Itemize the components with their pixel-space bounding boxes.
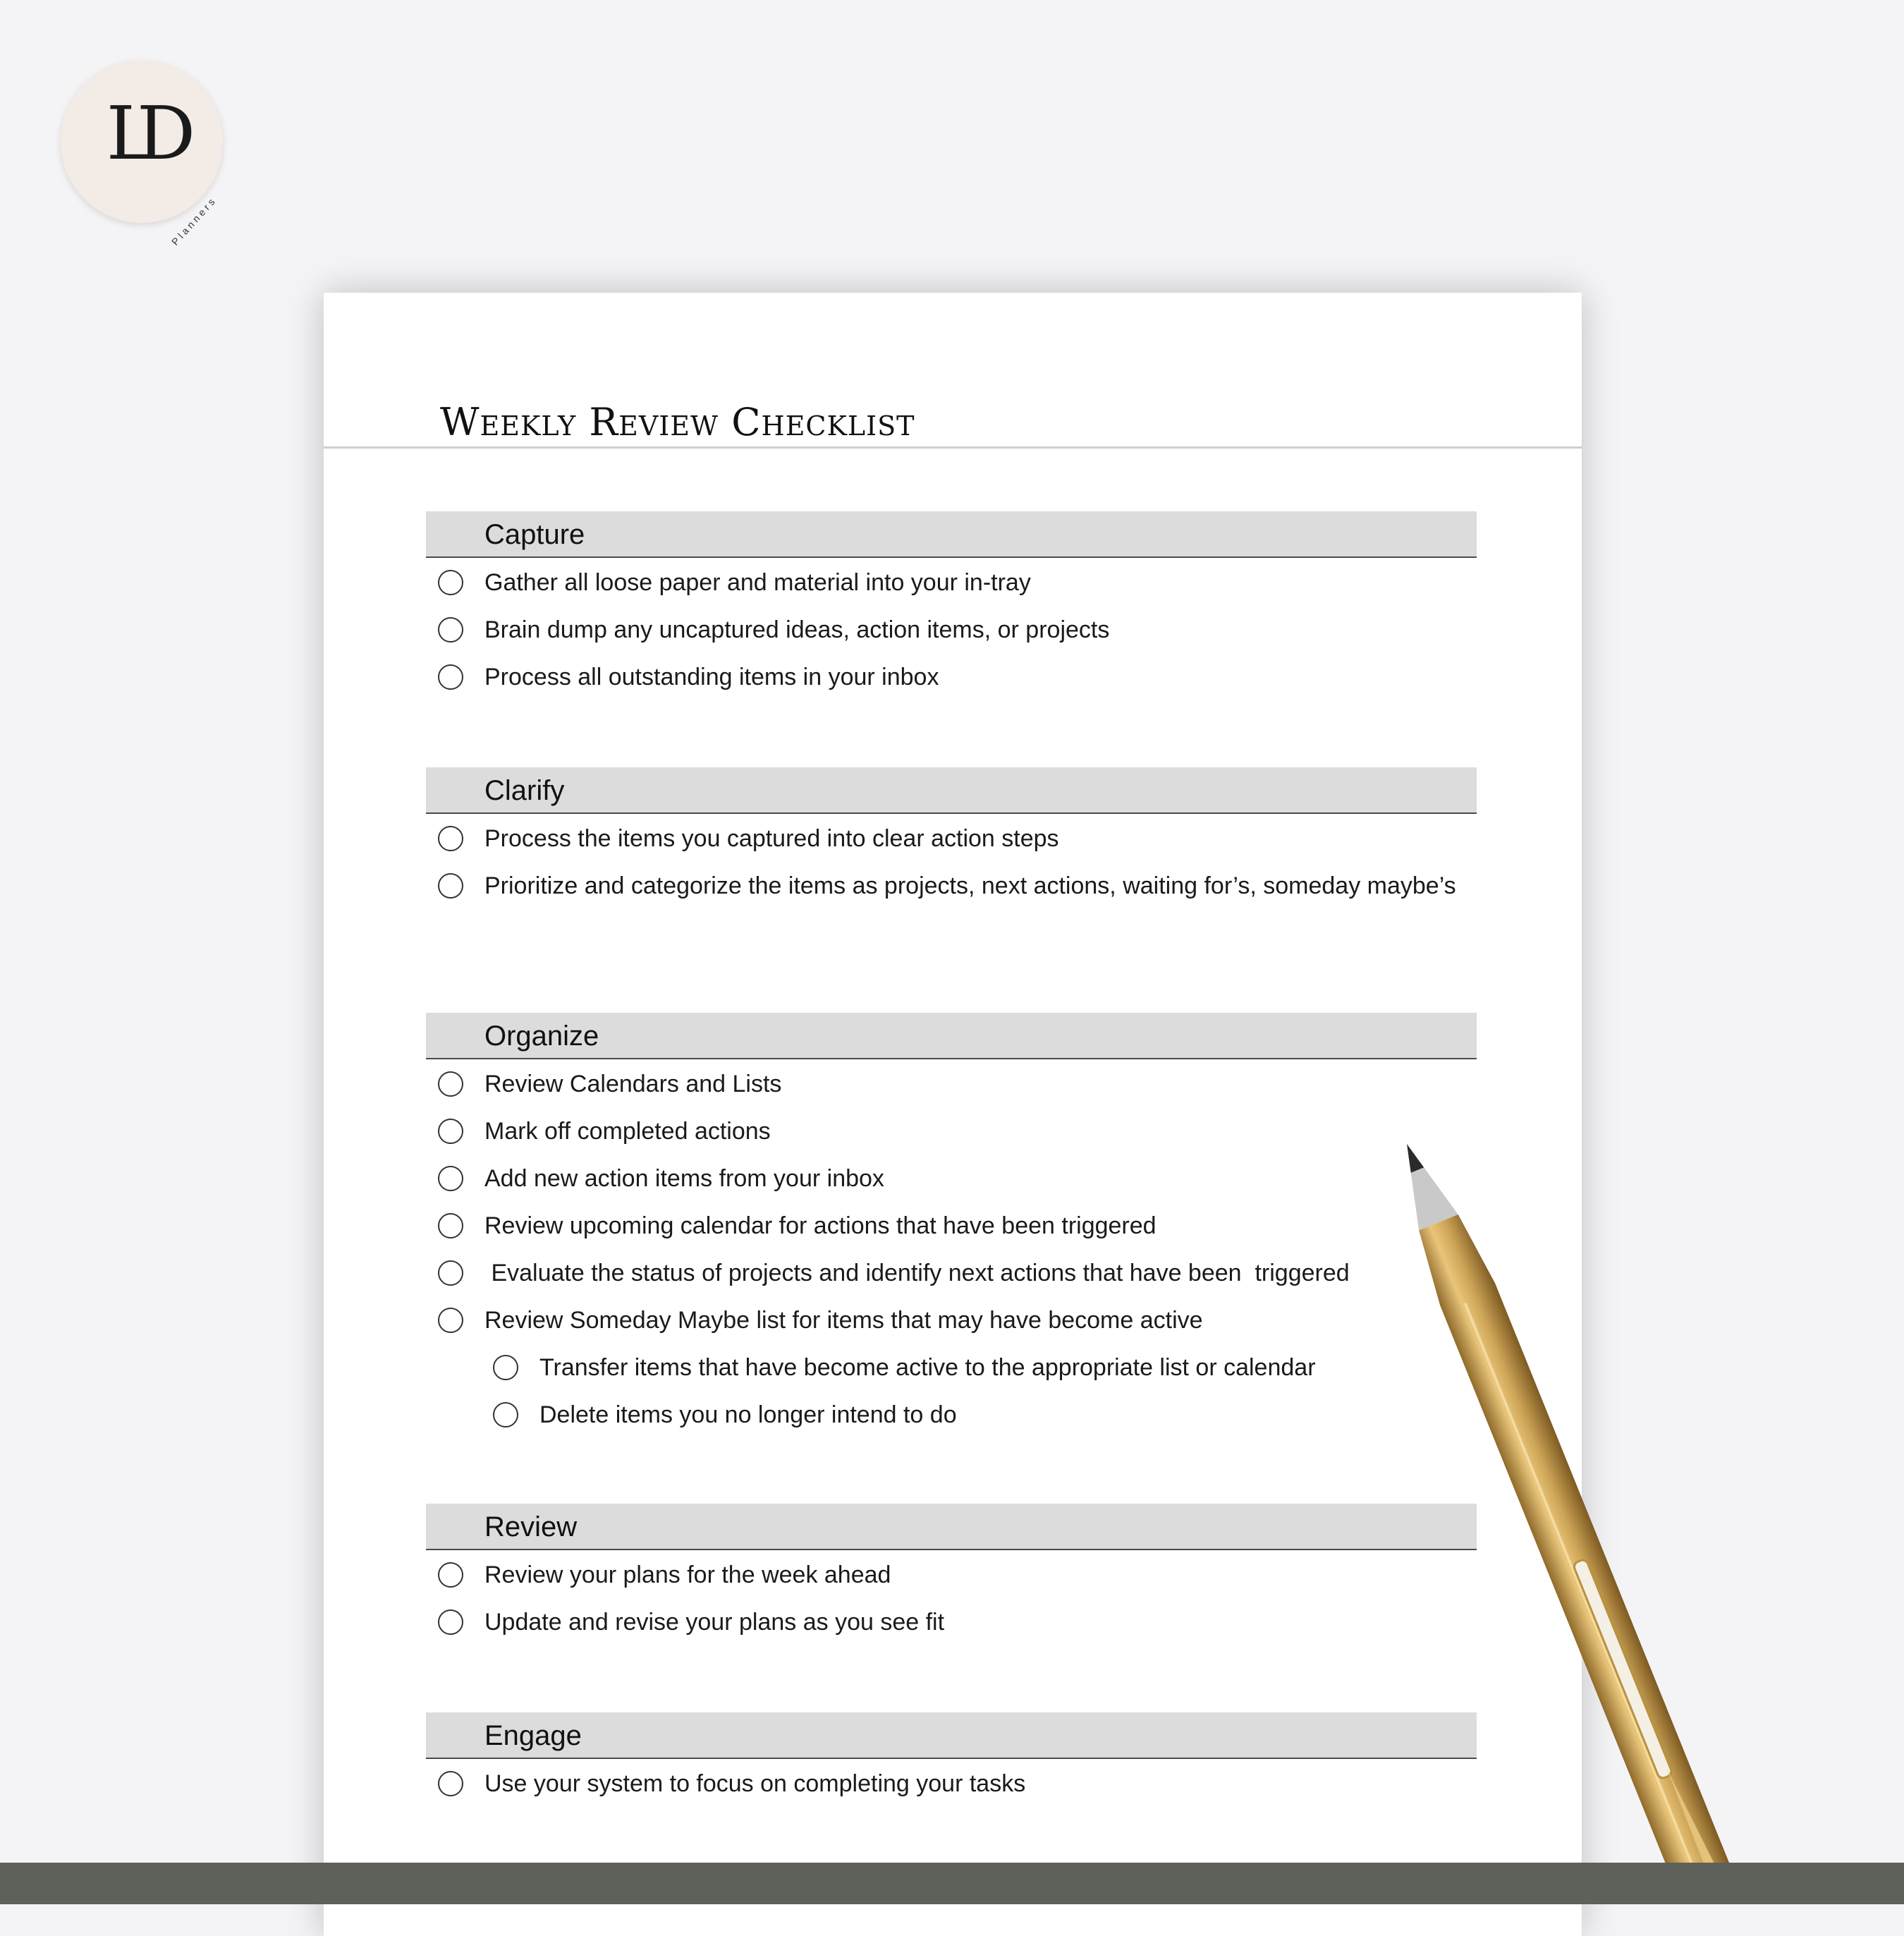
checklist-subitem: [426, 1350, 1477, 1385]
checklist-subitem: [426, 1397, 1477, 1432]
section-heading: Capture: [426, 511, 1477, 558]
section-heading: Review: [426, 1504, 1477, 1550]
item-text: Use your system to focus on completing your tasks: [484, 1770, 1026, 1797]
item-text: Review your plans for the week ahead: [484, 1561, 891, 1588]
section-review: [426, 1504, 1477, 1640]
checklist-item: [426, 1766, 1477, 1801]
section-engage: [426, 1712, 1477, 1801]
circle-checkbox-icon[interactable]: [493, 1402, 518, 1427]
item-text: Process the items you captured into clear action steps: [484, 825, 1059, 852]
item-text: Gather all loose paper and material into your in-tray: [484, 569, 1031, 596]
item-text: Add new action items from your inbox: [484, 1165, 884, 1192]
item-text: Review upcoming calendar for actions that have been triggered: [484, 1212, 1157, 1239]
circle-checkbox-icon[interactable]: [438, 1071, 463, 1097]
item-text: Review Someday Maybe list for items that may have become active: [484, 1307, 1203, 1334]
brand-logo: [61, 61, 223, 248]
circle-checkbox-icon[interactable]: [438, 664, 463, 690]
item-text: Evaluate the status of projects and identify next actions that have been triggered: [484, 1260, 1350, 1286]
item-text: Transfer items that have become active to the appropriate list or calendar: [539, 1354, 1316, 1381]
item-text: Update and revise your plans as you see fit: [484, 1609, 945, 1636]
section-capture: [426, 511, 1477, 695]
circle-checkbox-icon[interactable]: [438, 1119, 463, 1144]
checklist-item: [426, 1114, 1477, 1149]
circle-checkbox-icon[interactable]: [438, 617, 463, 643]
circle-checkbox-icon[interactable]: [438, 1771, 463, 1796]
checklist-item: [426, 659, 1477, 695]
checklist-item: [426, 821, 1477, 856]
circle-checkbox-icon[interactable]: [438, 1609, 463, 1635]
section-heading: Organize: [426, 1013, 1477, 1059]
circle-checkbox-icon[interactable]: [438, 570, 463, 595]
item-text: Mark off completed actions: [484, 1118, 771, 1145]
checklist-item: [426, 612, 1477, 647]
page-title: Weekly Review Checklist: [440, 400, 915, 444]
title-divider: [324, 446, 1582, 449]
checklist-item: [426, 565, 1477, 600]
checklist-item: [426, 1557, 1477, 1593]
checklist-item: [426, 868, 1477, 903]
circle-checkbox-icon[interactable]: [438, 1260, 463, 1286]
item-text: Prioritize and categorize the items as projects, next actions, waiting for’s, someday maybe’s: [484, 872, 1456, 899]
section-heading: Clarify: [426, 767, 1477, 814]
brand-monogram: LD: [106, 90, 178, 176]
circle-checkbox-icon[interactable]: [438, 1213, 463, 1238]
circle-checkbox-icon[interactable]: [438, 873, 463, 899]
circle-checkbox-icon[interactable]: [438, 1562, 463, 1588]
checklist-item: [426, 1066, 1477, 1102]
circle-checkbox-icon[interactable]: [438, 826, 463, 851]
checklist-item: [426, 1255, 1477, 1291]
checklist-item: [426, 1208, 1477, 1243]
circle-checkbox-icon[interactable]: [438, 1166, 463, 1191]
section-organize: [426, 1013, 1477, 1432]
checklist-page: [324, 293, 1582, 1936]
item-text: Delete items you no longer intend to do: [539, 1401, 957, 1428]
section-heading: Engage: [426, 1712, 1477, 1759]
checklist-item: [426, 1605, 1477, 1640]
checklist-item: [426, 1161, 1477, 1196]
brand-subtitle: Planners: [169, 194, 219, 248]
circle-checkbox-icon[interactable]: [438, 1308, 463, 1333]
item-text: Review Calendars and Lists: [484, 1071, 782, 1097]
item-text: Process all outstanding items in your inbox: [484, 664, 939, 690]
checklist-item: [426, 1303, 1477, 1338]
section-clarify: [426, 767, 1477, 903]
circle-checkbox-icon[interactable]: [493, 1355, 518, 1380]
item-text: Brain dump any uncaptured ideas, action items, or projects: [484, 616, 1110, 643]
footer-band: [0, 1863, 1904, 1904]
